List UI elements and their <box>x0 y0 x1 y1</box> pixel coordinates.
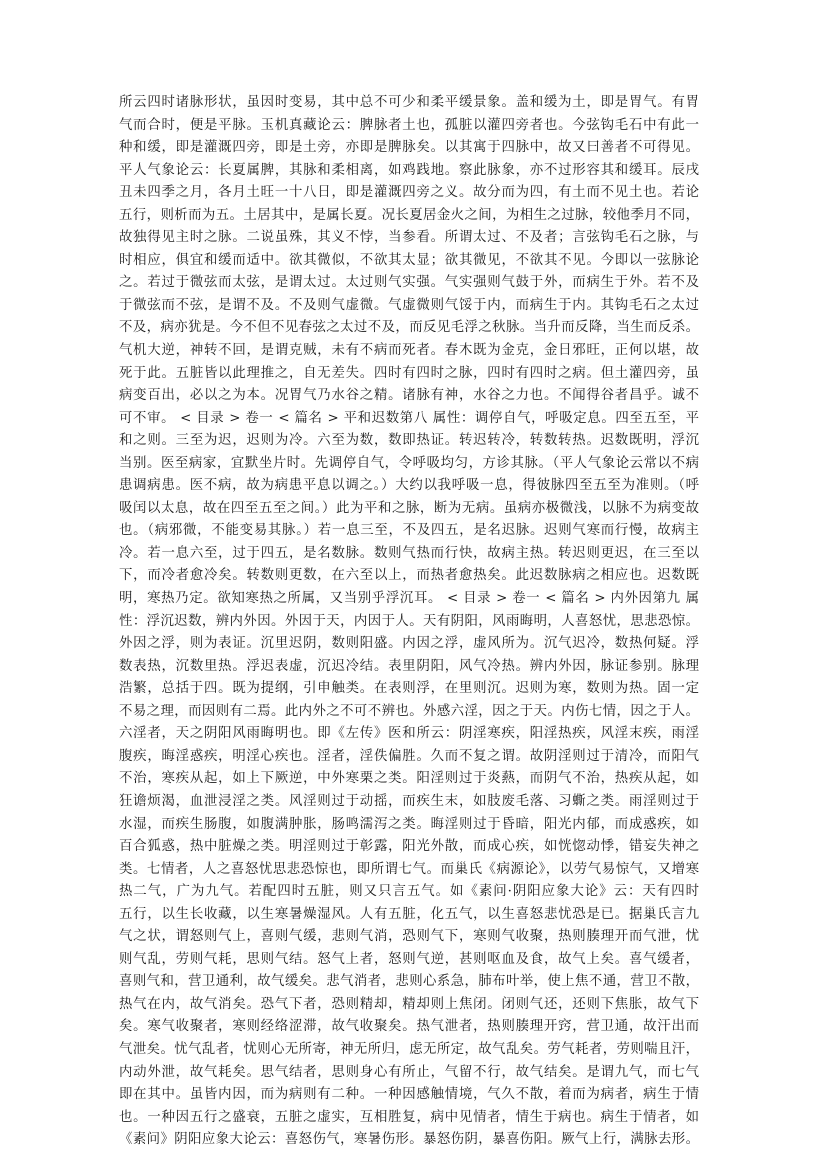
text-line: 和之则。三至为迟，迟则为冷。六至为数，数即热证。转迟转冷，转数转热。迟数既明，浮沉 <box>119 433 699 449</box>
text-line: 丑未四季之月，各月土旺一十八日，即是灌溉四旁之义。故分而为四，有土而不见土也。若论 <box>119 185 699 201</box>
text-line: 内动外泄，故气耗矣。思气结者，思则身心有所止，气留不行，故气结矣。是谓九气，而七气 <box>119 1064 699 1080</box>
text-line: 下，而冷者愈冷矣。转数则更数，在六至以上，而热者愈热矣。此迟数脉病之相应也。迟数既 <box>119 568 699 584</box>
text-line: 数表热，沉数里热。浮迟表虚，沉迟冷结。表里阴阳，风气冷热。辨内外因，脉证参别。脉理 <box>119 658 699 674</box>
text-line: 种和缓，即是灌溉四旁，即是土旁，亦即是脾脉矣。以其寓于四脉中，故又曰善者不可得见。 <box>119 140 699 156</box>
text-line: 六淫者，天之阴阳风雨晦明也。即《左传》医和所云：阴淫寒疾，阳淫热疾，风淫末疾，雨淫 <box>119 726 699 742</box>
text-line: 五行，以生长收藏，以生寒暑燥湿风。人有五脏，化五气，以生喜怒悲忧恐是已。据巢氏言九 <box>119 906 699 922</box>
text-line: 死于此。五脏皆以此理推之，自无差失。四时有四时之脉，四时有四时之病。但土灌四旁，虽 <box>119 365 699 381</box>
text-line: 热二气，广为九气。若配四时五脏，则又只言五气。如《素问·阴阳应象大论》云：天有四时 <box>119 884 699 900</box>
text-line: 《素问》阴阳应象大论云：喜怒伤气，寒暑伤形。暴怒伤阴，暴喜伤阳。厥气上行，满脉去形。 <box>119 1132 699 1148</box>
text-line: 矣。寒气收聚者，寒则经络涩滞，故气收聚矣。热气泄者，热则腠理开窍，营卫通，故汗出而 <box>119 1019 699 1035</box>
text-line: 性：浮沉迟数，辨内外因。外因于天，内因于人。天有阴阳，风雨晦明，人喜怒忧，思悲恐惊。 <box>119 613 699 629</box>
text-line: 喜则气和，营卫通利，故气缓矣。悲气消者，悲则心系急，肺布叶举，使上焦不通，营卫不散， <box>119 974 699 990</box>
text-line: 外因之浮，则为表证。沉里迟阴，数则阳盛。内因之浮，虚风所为。沉气迟冷，数热何疑。浮 <box>119 636 699 652</box>
text-line: 明，寒热乃定。欲知寒热之所属，又当别乎浮沉耳。 < 目录 > 卷一 < 篇名 > 内外因第九 属 <box>119 591 699 607</box>
text-line: 浩繁，总括于四。既为提纲，引申触类。在表则浮，在里则沉。迟则为寒，数则为热。固一定 <box>119 681 699 697</box>
text-line: 水湿，而疾生肠腹，如腹满肿胀，肠鸣濡泻之类。晦淫则过于昏暗，阳光内郁，而成惑疾，如 <box>119 816 699 832</box>
text-line: 则气乱，劳则气耗，思则气结。怒气上者，怒则气逆，甚则呕血及食，故气上矣。喜气缓者， <box>119 951 699 967</box>
text-line: 腹疾，晦淫惑疾，明淫心疾也。淫者，淫佚偏胜。久而不复之谓。故阴淫则过于清冷，而阳气 <box>119 748 699 764</box>
text-line: 也。（病邪微，不能变易其脉。）若一息三至，不及四五，是名迟脉。迟则气寒而行慢，故病主 <box>119 523 699 539</box>
text-line: 狂谵烦渴，血泄浸淫之类。风淫则过于动摇，而疾生末，如肢废毛落、习蟖之类。雨淫则过于 <box>119 793 699 809</box>
text-line: 气机大逆，神转不回，是谓克贼，未有不病而死者。春木既为金克，金日邪旺，正何以堪，故 <box>119 343 699 359</box>
text-line: 冷。若一息六至，过于四五，是名数脉。数则气热而行快，故病主热。转迟则更迟，在三至以 <box>119 545 699 561</box>
text-line: 气泄矣。忧气乱者，忧则心无所寄，神无所归，虑无所定，故气乱矣。劳气耗者，劳则喘且汗， <box>119 1041 699 1057</box>
text-line: 类。七情者，人之喜怒忧思悲恐惊也，即所谓七气。而巢氏《病源论》，以劳气易惊气，又增寒 <box>119 861 699 877</box>
text-line: 平人气象论云：长夏属脾，其脉和柔相离，如鸡践地。察此脉象，亦不过形容其和缓耳。辰戌 <box>119 162 699 178</box>
text-line: 患调病患。医不病，故为病患平息以调之。）大约以我呼吸一息，得彼脉四至五至为准则。（呼 <box>119 478 699 494</box>
text-line: 不及，病亦犹是。今不但不见春弦之太过不及，而反见毛浮之秋脉。当升而反降，当生而反杀。 <box>119 320 699 336</box>
text-line: 气之状，谓怒则气上，喜则气缓，悲则气消，恐则气下，寒则气收聚，热则腠理开而气泄，忧 <box>119 929 699 945</box>
text-line: 故独得见主时之脉。二说虽殊，其义不悖，当参看。所谓太过、不及者；言弦钩毛石之脉，与 <box>119 230 699 246</box>
text-line: 可不审。 < 目录 > 卷一 < 篇名 > 平和迟数第八 属性：调停自气，呼吸定息。四至五至，平 <box>119 410 699 426</box>
text-line: 所云四时诸脉形状，虽因时变易，其中总不可少和柔平缓景象。盖和缓为土，即是胃气。有胃 <box>119 95 699 110</box>
text-line: 不治，寒疾从起，如上下厥逆，中外寒栗之类。阳淫则过于炎爇，而阴气不治，热疾从起，如 <box>119 771 699 787</box>
body-text <box>119 92 699 1152</box>
text-line: 即在其中。虽皆内因，而为病则有二种。一种因感触情境，气久不散，着而为病者，病生于情 <box>119 1087 699 1103</box>
text-line: 于微弦而不弦，是谓不及。不及则气虚微。气虚微则气馁于内，而病生于内。其钩毛石之太过 <box>119 297 699 313</box>
text-line: 也。一种因五行之盛衰，五脏之虚实，互相胜复，病中见情者，情生于病也。病生于情者，如 <box>119 1109 699 1125</box>
text-line: 五行，则析而为五。土居其中，是属长夏。况长夏居金火之间，为相生之过脉，较他季月不同， <box>119 207 699 223</box>
text-line: 病变百出，必以之为本。况胃气乃水谷之精。诸脉有神，水谷之力也。不闻得谷者昌乎。诚不 <box>119 388 699 404</box>
text-line: 不易之理，而因则有二焉。此内外之不可不辨也。外感六淫，因之于天。内伤七情，因之于人。 <box>119 703 699 719</box>
text-line: 热气在内，故气消矣。恐气下者，恐则精却，精却则上焦闭。闭则气还，还则下焦胀，故气下 <box>119 996 699 1012</box>
text-line: 百合狐惑，热中脏燥之类。明淫则过于彰露，阳光外散，而成心疾，如恍惚动悸，错妄失神之 <box>119 839 699 855</box>
text-line: 当别。医至病家，宜默坐片时。先调停自气，令呼吸均匀，方诊其脉。（平人气象论云常以不病 <box>119 455 699 471</box>
text-line: 吸闰以太息，故在四至五至之间。）此为平和之脉，断为无病。虽病亦极微浅，以脉不为病变故 <box>119 500 699 516</box>
text-line: 时相应，俱宜和缓而适中。欲其微似，不欲其太显；欲其微见，不欲其不见。今即以一弦脉论 <box>119 252 699 268</box>
text-line: 之。若过于微弦而太弦，是谓太过。太过则气实强。气实强则气鼓于外，而病生于外。若不及 <box>119 275 699 291</box>
text-line: 气而合时，便是平脉。玉机真藏论云：脾脉者土也，孤脏以灌四旁者也。今弦钩毛石中有此一 <box>119 117 699 133</box>
